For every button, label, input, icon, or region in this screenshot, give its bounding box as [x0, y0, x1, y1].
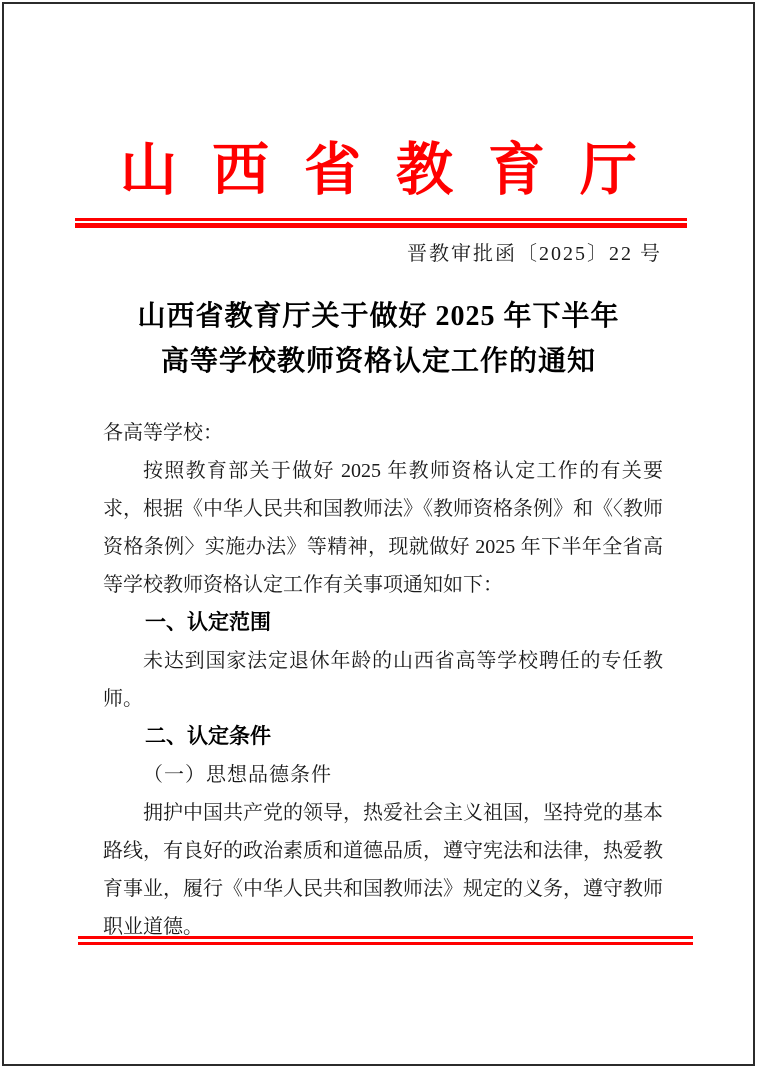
issuing-authority-name: 山西省教育厅: [120, 139, 672, 202]
section-2-heading: 二、认定条件: [145, 725, 271, 748]
red-separator-line-top: [75, 218, 687, 228]
section-1-heading: 一、认定范围: [145, 611, 271, 634]
red-separator-line-bottom: [78, 936, 693, 945]
section-1-paragraph: 未达到国家法定退休年龄的山西省高等学校聘任的专任教师。: [103, 650, 663, 710]
issuing-authority-masthead: [4, 137, 753, 205]
document-body: [103, 414, 663, 946]
intro-paragraph: 按照教育部关于做好 2025 年教师资格认定工作的有关要求，根据《中华人民共和国教师法》《教师资格条例》和《〈教师资格条例〉实施办法》等精神，现就做好 2025 年下半年全省高等学校教师资格认定工作有关事项通知如下：: [103, 460, 663, 596]
salutation-line: 各高等学校：: [103, 422, 223, 444]
document-page: [2, 2, 755, 1066]
section-2-subheading-1: （一）思想品德条件: [143, 764, 332, 786]
document-title-line-1: 山西省教育厅关于做好 2025 年下半年: [137, 301, 620, 332]
document-title-line-2: 高等学校教师资格认定工作的通知: [160, 346, 596, 377]
section-2-subparagraph-1: 拥护中国共产党的领导，热爱社会主义祖国，坚持党的基本路线，有良好的政治素质和道德品质，遵守宪法和法律，热爱教育事业，履行《中华人民共和国教师法》规定的义务，遵守教师职业道德。: [103, 802, 663, 938]
document-reference-number: 晋教审批函〔2025〕22 号: [407, 243, 662, 265]
document-title: [4, 294, 753, 384]
